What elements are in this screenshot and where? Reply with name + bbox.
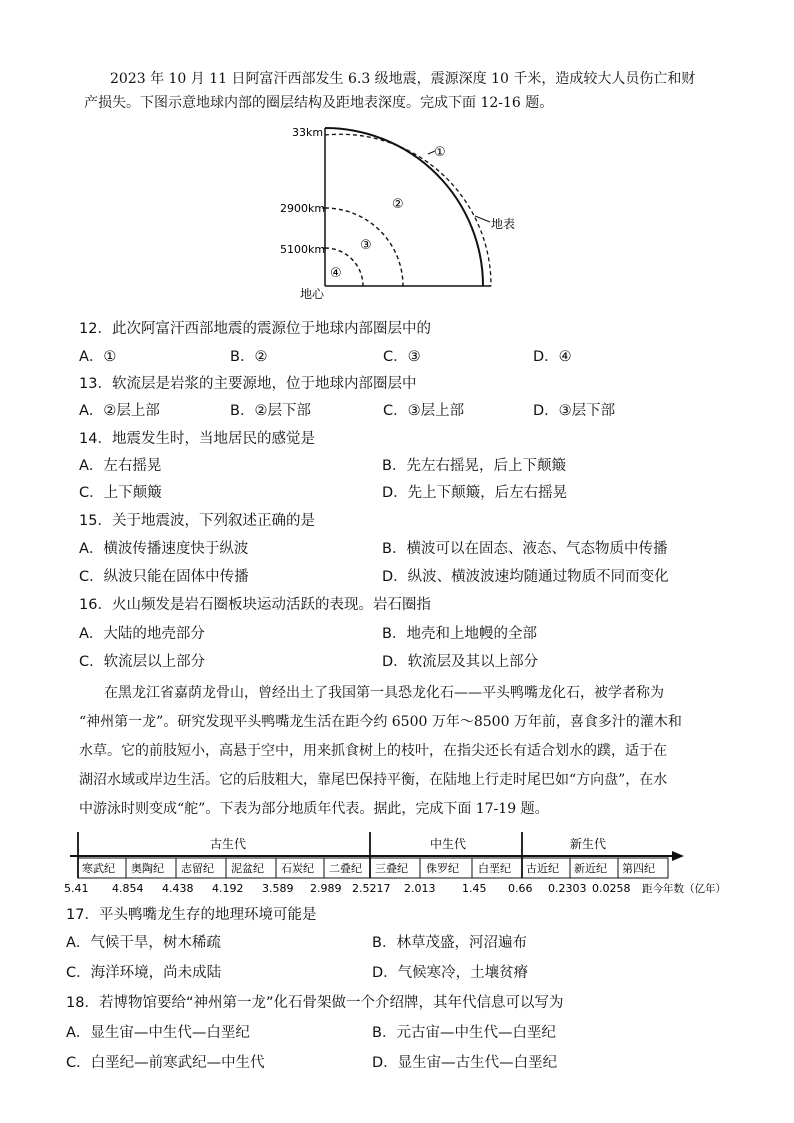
age-4.438: 4.438 — [162, 882, 194, 895]
q15-option-b[interactable]: B．横波可以在固态、液态、气态物质中传播 — [382, 541, 668, 557]
q14-option-a[interactable]: A．左右摇晃 — [79, 458, 162, 474]
intro2-line3: 水草。它的前肢短小，高悬于空中，用来抓食树上的枝叶，在指尖还长有适合划水的蹼，适于在 — [79, 743, 667, 759]
period-neogene: 新近纪 — [574, 862, 607, 875]
period-triassic: 三叠纪 — [375, 862, 408, 875]
age-4.854: 4.854 — [112, 882, 144, 895]
center-label: 地心 — [300, 287, 325, 301]
q14-option-b[interactable]: B．先左右摇晃，后上下颠簸 — [382, 458, 566, 474]
age-0.2303: 0.2303 — [548, 882, 587, 895]
q12-option-a[interactable]: A．① — [79, 349, 117, 365]
age-1.45: 1.45 — [462, 882, 487, 895]
depth-33-label: 33km — [292, 126, 324, 139]
era-paleozoic: 古生代 — [210, 837, 247, 851]
q15-option-a[interactable]: A．横波传播速度快于纵波 — [79, 541, 249, 557]
layer4-label: ④ — [330, 266, 342, 281]
q18-option-a[interactable]: A．显生宙—中生代—白垩纪 — [66, 1025, 250, 1041]
q17-option-b[interactable]: B．林草茂盛，河沼遍布 — [372, 935, 527, 951]
q18-option-c[interactable]: C．白垩纪—前寒武纪—中生代 — [66, 1055, 265, 1071]
q17-option-a[interactable]: A．气候干旱，树木稀疏 — [66, 935, 221, 951]
q15-option-c[interactable]: C．纵波只能在固体中传播 — [79, 569, 249, 585]
period-cretaceous: 白垩纪 — [478, 862, 511, 875]
period-jurassic: 侏罗纪 — [426, 862, 459, 875]
period-carboniferous: 石炭纪 — [281, 862, 314, 875]
age-3.589: 3.589 — [262, 882, 294, 895]
q18-stem: 18．若博物馆要给“神州第一龙”化石骨架做一个介绍牌，其年代信息可以写为 — [66, 995, 564, 1011]
q13-stem: 13．软流层是岩浆的主要源地，位于地球内部圈层中 — [79, 376, 417, 392]
axis-label: 距今年数（亿年） — [642, 883, 726, 895]
crust-boundary — [325, 134, 491, 286]
intro2-line2: “神州第一龙”。研究发现平头鸭嘴龙生活在距今约 6500 万年～8500 万年前，喜食多汁的灌木和 — [79, 714, 682, 730]
depth-5100-label: 5100km — [280, 243, 326, 256]
q13-option-d[interactable]: D．③层下部 — [533, 403, 616, 419]
q16-option-a[interactable]: A．大陆的地壳部分 — [79, 626, 205, 642]
q16-option-c[interactable]: C．软流层以上部分 — [79, 654, 206, 670]
q17-option-c[interactable]: C．海洋环境，尚未成陆 — [66, 965, 222, 981]
age-4.192: 4.192 — [212, 882, 244, 895]
period-paleogene: 古近纪 — [526, 862, 559, 875]
era-mesozoic: 中生代 — [430, 837, 467, 851]
age-0.66: 0.66 — [508, 882, 533, 895]
q17-option-d[interactable]: D．气候寒冷，土壤贫瘠 — [372, 965, 529, 981]
era-cenozoic: 新生代 — [570, 837, 607, 851]
intro2-line1: 在黑龙江省嘉荫龙骨山，曾经出土了我国第一具恐龙化石——平头鸭嘴龙化石，被学者称为 — [104, 685, 664, 701]
layer2-label: ② — [392, 197, 404, 212]
q13-option-c[interactable]: C．③层上部 — [383, 403, 465, 419]
q13-option-a[interactable]: A．②层上部 — [79, 403, 160, 419]
period-devonian: 泥盆纪 — [231, 862, 264, 875]
surface-arc — [325, 128, 483, 286]
q14-stem: 14．地震发生时，当地居民的感觉是 — [79, 431, 315, 447]
geologic-timeline — [60, 826, 750, 898]
intro2-line4: 湖沼水域或岸边生活。它的后肢粗大，靠尾巴保持平衡，在陆地上行走时尾巴如“方向盘”，在水 — [79, 772, 668, 788]
q16-option-b[interactable]: B．地壳和上地幔的全部 — [382, 626, 537, 642]
age-2.989: 2.989 — [310, 882, 342, 895]
age-2.013: 2.013 — [404, 882, 436, 895]
q12-option-b[interactable]: B．② — [230, 349, 268, 365]
intro1-line2: 产损失。下图示意地球内部的圈层结构及距地表深度。完成下面 12-16 题。 — [84, 95, 554, 111]
q15-stem: 15．关于地震波，下列叙述正确的是 — [79, 513, 315, 529]
axis-arrowhead — [672, 851, 684, 861]
age-0.0258: 0.0258 — [592, 882, 631, 895]
q12-option-d[interactable]: D．④ — [533, 349, 572, 365]
q16-option-d[interactable]: D．软流层及其以上部分 — [382, 654, 539, 670]
period-quaternary: 第四纪 — [622, 862, 655, 875]
period-cambrian: 寒武纪 — [82, 862, 115, 875]
period-ordovician: 奥陶纪 — [131, 862, 164, 875]
depth-2900-label: 2900km — [280, 202, 326, 215]
earth-layers-diagram — [270, 118, 520, 303]
q18-option-d[interactable]: D．显生宙—古生代—白垩纪 — [372, 1055, 558, 1071]
q13-option-b[interactable]: B．②层下部 — [230, 403, 311, 419]
q16-stem: 16．火山频发是岩石圈板块运动活跃的表现。岩石圈指 — [79, 597, 431, 613]
q15-option-d[interactable]: D．纵波、横波波速均随通过物质不同而变化 — [382, 569, 669, 585]
period-permian: 二叠纪 — [329, 862, 362, 875]
intro1-line1: 2023 年 10 月 11 日阿富汗西部发生 6.3 级地震，震源深度 10 千米，造成较大人员伤亡和财 — [110, 71, 696, 87]
q14-option-d[interactable]: D．先上下颠簸，后左右摇晃 — [382, 485, 568, 501]
age-2.5217: 2.5217 — [352, 882, 391, 895]
period-silurian: 志留纪 — [181, 862, 214, 875]
intro2-line5: 中游泳时则变成“舵”。下表为部分地质年代表。据此，完成下面 17-19 题。 — [79, 801, 549, 817]
age-5.41: 5.41 — [64, 882, 89, 895]
surface-label: 地表 — [491, 217, 516, 231]
layer3-label: ③ — [360, 238, 372, 253]
q18-option-b[interactable]: B．元古宙—中生代—白垩纪 — [372, 1025, 556, 1041]
q12-option-c[interactable]: C．③ — [383, 349, 421, 365]
q17-stem: 17．平头鸭嘴龙生存的地理环境可能是 — [66, 907, 317, 923]
q12-stem: 12．此次阿富汗西部地震的震源位于地球内部圈层中的 — [79, 321, 431, 337]
q14-option-c[interactable]: C．上下颠簸 — [79, 485, 162, 501]
layer1-label: ① — [434, 145, 446, 160]
